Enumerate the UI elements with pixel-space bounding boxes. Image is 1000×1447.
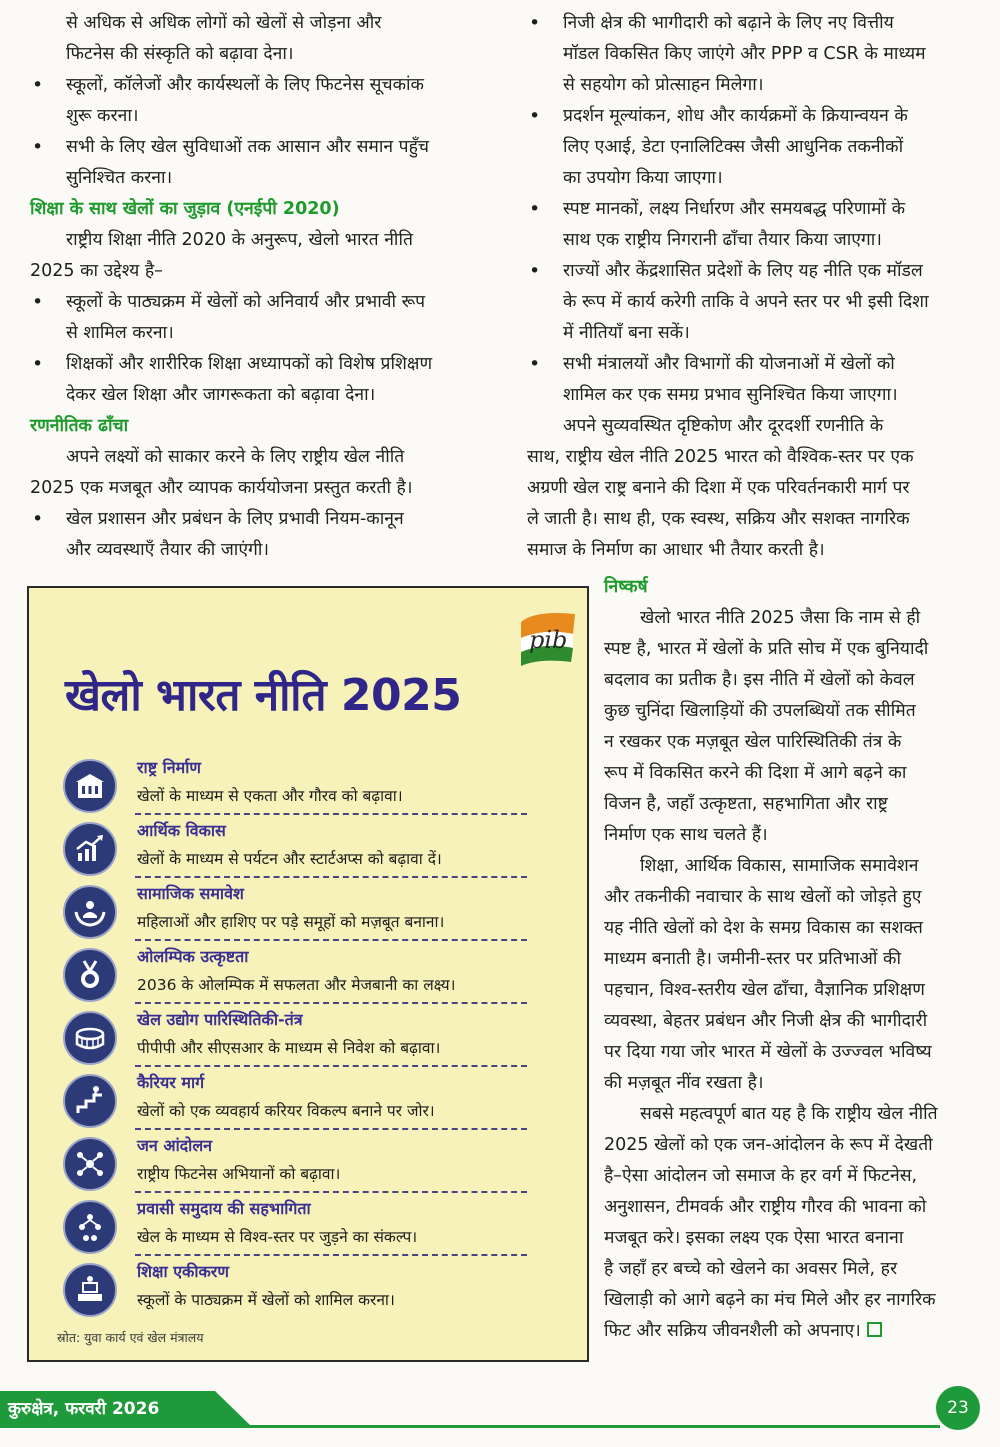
infographic-item	[63, 1071, 543, 1134]
infographic-item	[63, 1008, 543, 1071]
list-item: • निजी क्षेत्र की भागीदारी को बढ़ाने के लिए नए वित्तीय मॉडल विकसित किए जाएंगे और PPP व CSR के माध्यम से सहयोग को प्रोत्साहन मिलेगा।	[527, 8, 979, 101]
list-item: • स्कूलों, कॉलेजों और कार्यस्थलों के लिए फिटनेस सूचकांक शुरू करना।	[30, 70, 482, 132]
paragraph-line: स्पष्ट है, भारत में खेलों के प्रति सोच में एक बुनियादी	[604, 639, 929, 659]
paragraph-line: खिलाड़ी को आगे बढ़ने का मंच मिले और हर नागरिक	[604, 1290, 936, 1310]
paragraph-line: कुछ चुनिंदा खिलाड़ियों की उपलब्धियों तक सीमित	[604, 701, 916, 721]
conclusion-paragraph-3	[604, 1099, 979, 1347]
page-number: 23	[936, 1386, 980, 1430]
paragraph-line: मजबूत करे। इसका लक्ष्य एक ऐसा भारत बनाना	[604, 1228, 904, 1248]
paragraph-line: राष्ट्रीय शिक्षा नीति 2020 के अनुरूप, खेलो भारत नीति	[66, 230, 413, 250]
divider	[135, 1002, 527, 1004]
divider	[135, 876, 527, 878]
bullet-list	[527, 8, 979, 411]
paragraph-line: सबसे महत्वपूर्ण बात यह है कि राष्ट्रीय खेल नीति	[640, 1104, 938, 1124]
divider	[135, 1128, 527, 1130]
paragraph-line: फिटनेस की संस्कृति को बढ़ावा देना।	[66, 44, 294, 64]
item-title: ओलम्पिक उत्कृष्टता	[137, 947, 249, 966]
paragraph-line: यह नीति खेलों को देश के समग्र विकास का सशक्त	[604, 918, 923, 938]
list-item: • राज्यों और केंद्रशासित प्रदेशों के लिए यह नीति एक मॉडल के रूप में कार्य करेगी ताकि वे अपने स्तर पर भी इसी दिशा में नीतियाँ बना सकें।	[527, 256, 979, 349]
list-item: • खेल प्रशासन और प्रबंधन के लिए प्रभावी नियम-कानून और व्यवस्थाएँ तैयार की जाएंगी।	[30, 504, 482, 566]
medal-icon	[63, 948, 117, 1002]
conclusion-column	[604, 572, 979, 1347]
paragraph-line: है जहाँ हर बच्चे को खेलने का अवसर मिले, हर	[604, 1259, 898, 1279]
list-item: • स्पष्ट मानकों, लक्ष्य निर्धारण और समयबद्ध परिणामों के साथ एक राष्ट्रीय निगरानी ढाँचा तैयार किया जाएगा।	[527, 194, 979, 256]
list-item: • सभी मंत्रालयों और विभागों की योजनाओं में खेलों को शामिल कर एक समग्र प्रभाव सुनिश्चित किया जाएगा।	[527, 349, 979, 411]
people-network-icon	[63, 1137, 117, 1191]
paragraph-line: विजन है, जहाँ उत्कृष्टता, सहभागिता और राष्ट्र	[604, 794, 888, 814]
paragraph-line: माध्यम बनाती है। जमीनी-स्तर पर प्रतिभाओं की	[604, 949, 901, 969]
item-description: खेल के माध्यम से विश्व-स्तर पर जुड़ने का संकल्प।	[137, 1228, 418, 1246]
section-heading: निष्कर्ष	[604, 577, 648, 597]
infographic-item	[63, 945, 543, 1008]
list-item: • सभी के लिए खेल सुविधाओं तक आसान और समान पहुँच सुनिश्चित करना।	[30, 132, 482, 194]
divider	[135, 813, 527, 815]
svg-text:pib: pib	[529, 626, 568, 654]
magazine-footer: कुरुक्षेत्र, फरवरी 2026	[8, 1399, 160, 1419]
infographic-item	[63, 1260, 543, 1323]
item-title: खेल उद्योग पारिस्थितिकी-तंत्र	[137, 1010, 303, 1029]
divider	[135, 1191, 527, 1193]
paragraph-line: 2025 खेलों को एक जन-आंदोलन के रूप में देखती	[604, 1135, 933, 1155]
bullet-list	[30, 70, 482, 194]
item-description: पीपीपी और सीएसआर के माध्यम से निवेश को बढ़ावा।	[137, 1039, 441, 1057]
paragraph-line: व्यवस्था, बेहतर प्रबंधन और निजी क्षेत्र की भागीदारी	[604, 1011, 928, 1031]
infographic-item	[63, 1197, 543, 1260]
paragraph-line: फिट और सक्रिय जीवनशैली को अपनाए।	[604, 1316, 979, 1347]
paragraph-line: 2025 एक मजबूत और व्यापक कार्ययोजना प्रस्तुत करती है।	[30, 478, 413, 498]
item-title: आर्थिक विकास	[137, 821, 226, 840]
paragraph-line: अपने लक्ष्यों को साकार करने के लिए राष्ट्रीय खेल नीति	[66, 447, 405, 467]
infographic-item	[63, 882, 543, 945]
item-description: खेलों को एक व्यवहार्य करियर विकल्प बनाने पर जोर।	[137, 1102, 435, 1120]
item-description: महिलाओं और हाशिए पर पड़े समूहों को मज़बूत बनाना।	[137, 913, 445, 931]
item-description: राष्ट्रीय फिटनेस अभियानों को बढ़ावा।	[137, 1165, 341, 1183]
footer-rule	[240, 1425, 940, 1428]
divider	[135, 1065, 527, 1067]
diaspora-icon	[63, 1200, 117, 1254]
paragraph-line: साथ, राष्ट्रीय खेल नीति 2025 भारत को वैश्विक-स्तर पर एक	[527, 447, 914, 467]
list-item: • स्कूलों के पाठ्यक्रम में खेलों को अनिवार्य और प्रभावी रूप से शामिल करना।	[30, 287, 482, 349]
paragraph-line: ले जाती है। साथ ही, एक स्वस्थ, सक्रिय और सशक्त नागरिक	[527, 509, 910, 529]
section-heading: शिक्षा के साथ खेलों का जुड़ाव (एनईपी 2020)	[30, 199, 340, 219]
end-square-icon	[867, 1322, 882, 1337]
paragraph-line: 2025 का उद्देश्य है–	[30, 261, 163, 281]
paragraph-line: और तकनीकी नवाचार के साथ खेलों को जोड़ते हुए	[604, 887, 922, 907]
paragraph-line: अनुशासन, टीमवर्क और राष्ट्रीय गौरव की भावना को	[604, 1197, 927, 1217]
item-title: शिक्षा एकीकरण	[137, 1262, 229, 1281]
conclusion-paragraph-2	[604, 851, 979, 1099]
paragraph-line: अग्रणी खेल राष्ट्र बनाने की दिशा में एक परिवर्तनकारी मार्ग पर	[527, 478, 910, 498]
left-column	[30, 8, 482, 566]
infographic-item	[63, 819, 543, 882]
building-icon	[63, 759, 117, 813]
item-title: सामाजिक समावेश	[137, 884, 244, 903]
bullet-list	[30, 504, 482, 566]
paragraph-line: से अधिक से अधिक लोगों को खेलों से जोड़ना और	[66, 13, 382, 33]
paragraph-line: पर दिया गया जोर भारत में खेलों के उज्ज्वल भविष्य	[604, 1042, 932, 1062]
paragraph-line: समाज के निर्माण का आधार भी तैयार करती है।	[527, 540, 825, 560]
paragraph-line: पहचान, विश्व-स्तरीय खेल ढाँचा, वैज्ञानिक प्रशिक्षण	[604, 980, 925, 1000]
source-note: स्रोत: युवा कार्य एवं खेल मंत्रालय	[57, 1330, 204, 1345]
item-description: 2036 के ओलम्पिक में सफलता और मेजबानी का लक्ष्य।	[137, 976, 456, 994]
list-item: • प्रदर्शन मूल्यांकन, शोध और कार्यक्रमों के क्रियान्वयन के लिए एआई, डेटा एनालिटिक्स जैसी आधुनिक तकनीकों का उपयोग किया जाएगा।	[527, 101, 979, 194]
hands-people-icon	[63, 885, 117, 939]
divider	[135, 1254, 527, 1256]
infographic-box	[27, 586, 589, 1362]
infographic-item	[63, 756, 543, 819]
item-description: खेलों के माध्यम से एकता और गौरव को बढ़ावा।	[137, 787, 403, 805]
paragraph-line: की मज़बूत नींव रखता है।	[604, 1073, 764, 1093]
paragraph-line: खेलो भारत नीति 2025 जैसा कि नाम से ही	[640, 608, 921, 628]
divider	[135, 939, 527, 941]
item-description: खेलों के माध्यम से पर्यटन और स्टार्टअप्स को बढ़ावा दें।	[137, 850, 442, 868]
infographic-title: खेलो भारत नीति 2025	[65, 670, 462, 721]
right-column	[527, 8, 979, 566]
stadium-icon	[63, 1011, 117, 1065]
bullet-list	[30, 287, 482, 411]
career-steps-icon	[63, 1074, 117, 1128]
infographic-item	[63, 1134, 543, 1197]
item-title: कैरियर मार्ग	[137, 1073, 205, 1092]
education-icon	[63, 1263, 117, 1317]
paragraph-line: रूप में विकसित करने की दिशा में आगे बढ़ने का	[604, 763, 907, 783]
growth-chart-icon	[63, 822, 117, 876]
section-heading: रणनीतिक ढाँचा	[30, 416, 129, 436]
paragraph-line: शिक्षा, आर्थिक विकास, सामाजिक समावेशन	[640, 856, 919, 876]
item-description: स्कूलों के पाठ्यक्रम में खेलों को शामिल करना।	[137, 1291, 395, 1309]
list-item: • शिक्षकों और शारीरिक शिक्षा अध्यापकों को विशेष प्रशिक्षण देकर खेल शिक्षा और जागरूकता को बढ़ावा देना।	[30, 349, 482, 411]
paragraph-line: न रखकर एक मज़बूत खेल पारिस्थितिकी तंत्र के	[604, 732, 902, 752]
paragraph-line: अपने सुव्यवस्थित दृष्टिकोण और दूरदर्शी रणनीति के	[563, 416, 884, 436]
item-title: राष्ट्र निर्माण	[137, 758, 201, 777]
item-title: प्रवासी समुदाय की सहभागिता	[137, 1199, 311, 1218]
paragraph-line: है–ऐसा आंदोलन जो समाज के हर वर्ग में फिटनेस,	[604, 1166, 918, 1186]
conclusion-paragraph-1	[604, 603, 979, 851]
item-title: जन आंदोलन	[137, 1136, 213, 1155]
paragraph-line: बदलाव का प्रतीक है। इस नीति में खेलों को केवल	[604, 670, 915, 690]
pib-logo	[515, 608, 581, 668]
paragraph-line: निर्माण एक साथ चलते हैं।	[604, 825, 768, 845]
